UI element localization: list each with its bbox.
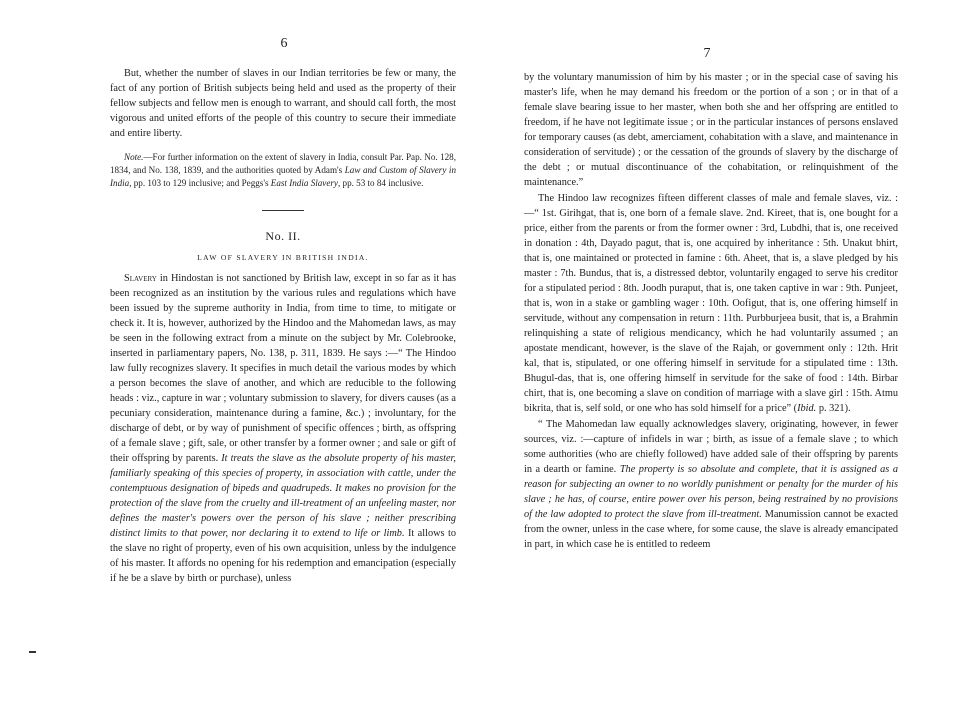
mahomedan-italic: The property is so absolute and complete, that it is assigned as a reason for subjecting an owner to no worldly punishment or penalty for the murder of his slave ; he has, of course, entire power over his person, being restrained by no provisions of the law adopted to protect the slave from ill-treatment.	[524, 464, 899, 520]
lead-word: Slavery	[124, 273, 157, 284]
body-text-2: It allows to the slave no right of property, even of his own acquisition, unless by the indulgence of his master. It affords no opening for his redemption and emancipation (especially if he be a slave by birth or purchase), unless	[110, 528, 456, 584]
mahomedan-text-1: “ The Mahomedan law equally acknowledges slavery, originating, however, in fewer sources, viz. :—capture of infidels in war ; birth, as issue of a female slave ; to which some authorities (who are chiefly followed) have added sale of their offspring by parents in a dearth or famine.	[524, 419, 898, 475]
section-body	[110, 271, 456, 586]
note-label: Note.	[124, 152, 144, 162]
hindoo-classes-paragraph	[524, 191, 898, 416]
mahomedan-paragraph	[524, 417, 898, 552]
body-italic: It treats the slave as the absolute property of his master, familiarly speaking of this species of property, in association with cattle, under the contemptuous designation of bipeds and quadrupeds. It makes no provision for the protection of the slave from the cruelty and ill-treatment of an unfeeling master, nor defines the master's powers over the person of his slave ; neither prescribing distinct limits to that power, nor declaring it to extend to life or limb.	[110, 453, 456, 539]
margin-mark	[29, 651, 36, 653]
mahomedan-text-2: Manumission cannot be exacted from the owner, unless in the case where, for some cause, the slave is already emancipated in part, in which case he is entitled to redeem	[524, 509, 898, 550]
note-text-3: , pp. 53 to 84 inclusive.	[337, 178, 424, 188]
note-italic-2: East India Slavery	[270, 178, 338, 188]
right-column	[524, 70, 898, 552]
left-page-number: 6	[280, 36, 288, 51]
section-number: No. II.	[265, 229, 301, 243]
right-page-number: 7	[703, 46, 711, 61]
footnote	[110, 151, 456, 190]
classes-ref: Ibid.	[797, 403, 817, 414]
note-text-2: , pp. 103 to 129 inclusive; and Peggs's	[129, 178, 271, 188]
note-text-1: —For further information on the extent of slavery in India, consult Par. Pap. No. 128, 1834, and No. 138, 1839, and the authorities quoted by Adam's	[110, 152, 456, 175]
note-italic-1: Law and Custom of Slavery in India	[110, 165, 457, 188]
section-title: LAW OF SLAVERY IN BRITISH INDIA.	[197, 253, 369, 262]
intro-paragraph: But, whether the number of slaves in our Indian territories be few or many, the fact of any portion of British subjects being held and used as the property of their fellow subjects and fellow men is enough to warrant, and should call forth, the most vigorous and united efforts of the people of this country to secure their immediate and entire liberty.	[110, 68, 457, 139]
right-page	[490, 0, 980, 720]
classes-text-1: The Hindoo law recognizes fifteen different classes of male and female slaves, viz. :—“ 1st. Girihgat, that is, one born of a female slave. 2nd. Kireet, that is, one bought for a price, either from the parents or from the former owner : 3rd, Lubdhi, that is, one received in donation : 4th, Dayado pagut, that is, one acquired by inheritance : 5th. Unakut bhirt, that is, one maintained or protected in famine : 6th. Aheet, that is, a slave pledged by his master : 7th. Bundus, that is, a distressed debtor, voluntarily engaged to serve his creditor for a stipulated period : 8th. Joodh puraput, that is, one taken captive in war : 9th. Punjeet, that is, won in a stake or gambling wager : 10th. Oofigut, that is, one offering himself in servitude, without any compensation in return : 11th. Purbburjeea busit, that is, a Brahmin relinquishing a state of religious mendicancy, which he had voluntarily assumed ; an apostate mendicant, however, is the slave of the Rajah, or government only : 12th. Hrit kal, that is, stipulated, or one offering himself in servitude for a stipulated time : 13th. Bhugul-das, that is, one offering himself in servitude for the sake of food : 14th. Birbar chirt, that is, one becoming a slave on condition of marriage with a slave girl : 15th. Atmu bikrita, that is, self sold, or one who has sold himself for a price” (	[524, 193, 898, 414]
classes-text-2: p. 321).	[816, 403, 851, 414]
section-divider	[262, 210, 304, 211]
left-column	[110, 66, 456, 586]
body-text-1: in Hindostan is not sanctioned by British law, except in so far as it has been recognized as an institution by the various rules and regulations which have been issued by the supreme authority in India, from time to time, to mitigate or check it. It is, however, authorized by the Hindoo and the Mahomedan laws, as may be seen in the following extract from a minute on the subject by Mr. Colebrooke, inserted in parliamentary papers, No. 138, p. 311, 1839. He says :—“ The Hindoo law fully recognizes slavery. It specifies in much detail the various modes by which a person becomes the slave of another, and which are reducible to the following heads : viz., capture in war ; voluntary submission to slavery, for divers causes (as a pecuniary consideration, maintenance during a famine, &c.) ; involuntary, for the discharge of debt, or by way of punishment of specific offences ; birth, as offspring of a female slave ; gift, sale, or other transfer by a former owner ; and sale or gift of their offspring by parents.	[110, 273, 456, 464]
continued-paragraph: by the voluntary manumission of him by his master ; or in the special case of saving his master's life, when he may demand his freedom or the portion of a son ; or in that of a female slave bearing issue to her master, when both she and her offspring are entitled to freedom, if he have not legitimate issue ; or in the particular instances of persons enslaved for temporary causes (as debt, amerciament, cohabitation with a slave, and maintenance in consideration of servitude) ; or the cessation of the grounds of slavery by the discharge of the debt ; or mutual discontinuance of the cohabitation, or relinquishment of the maintenance.”	[524, 72, 898, 188]
